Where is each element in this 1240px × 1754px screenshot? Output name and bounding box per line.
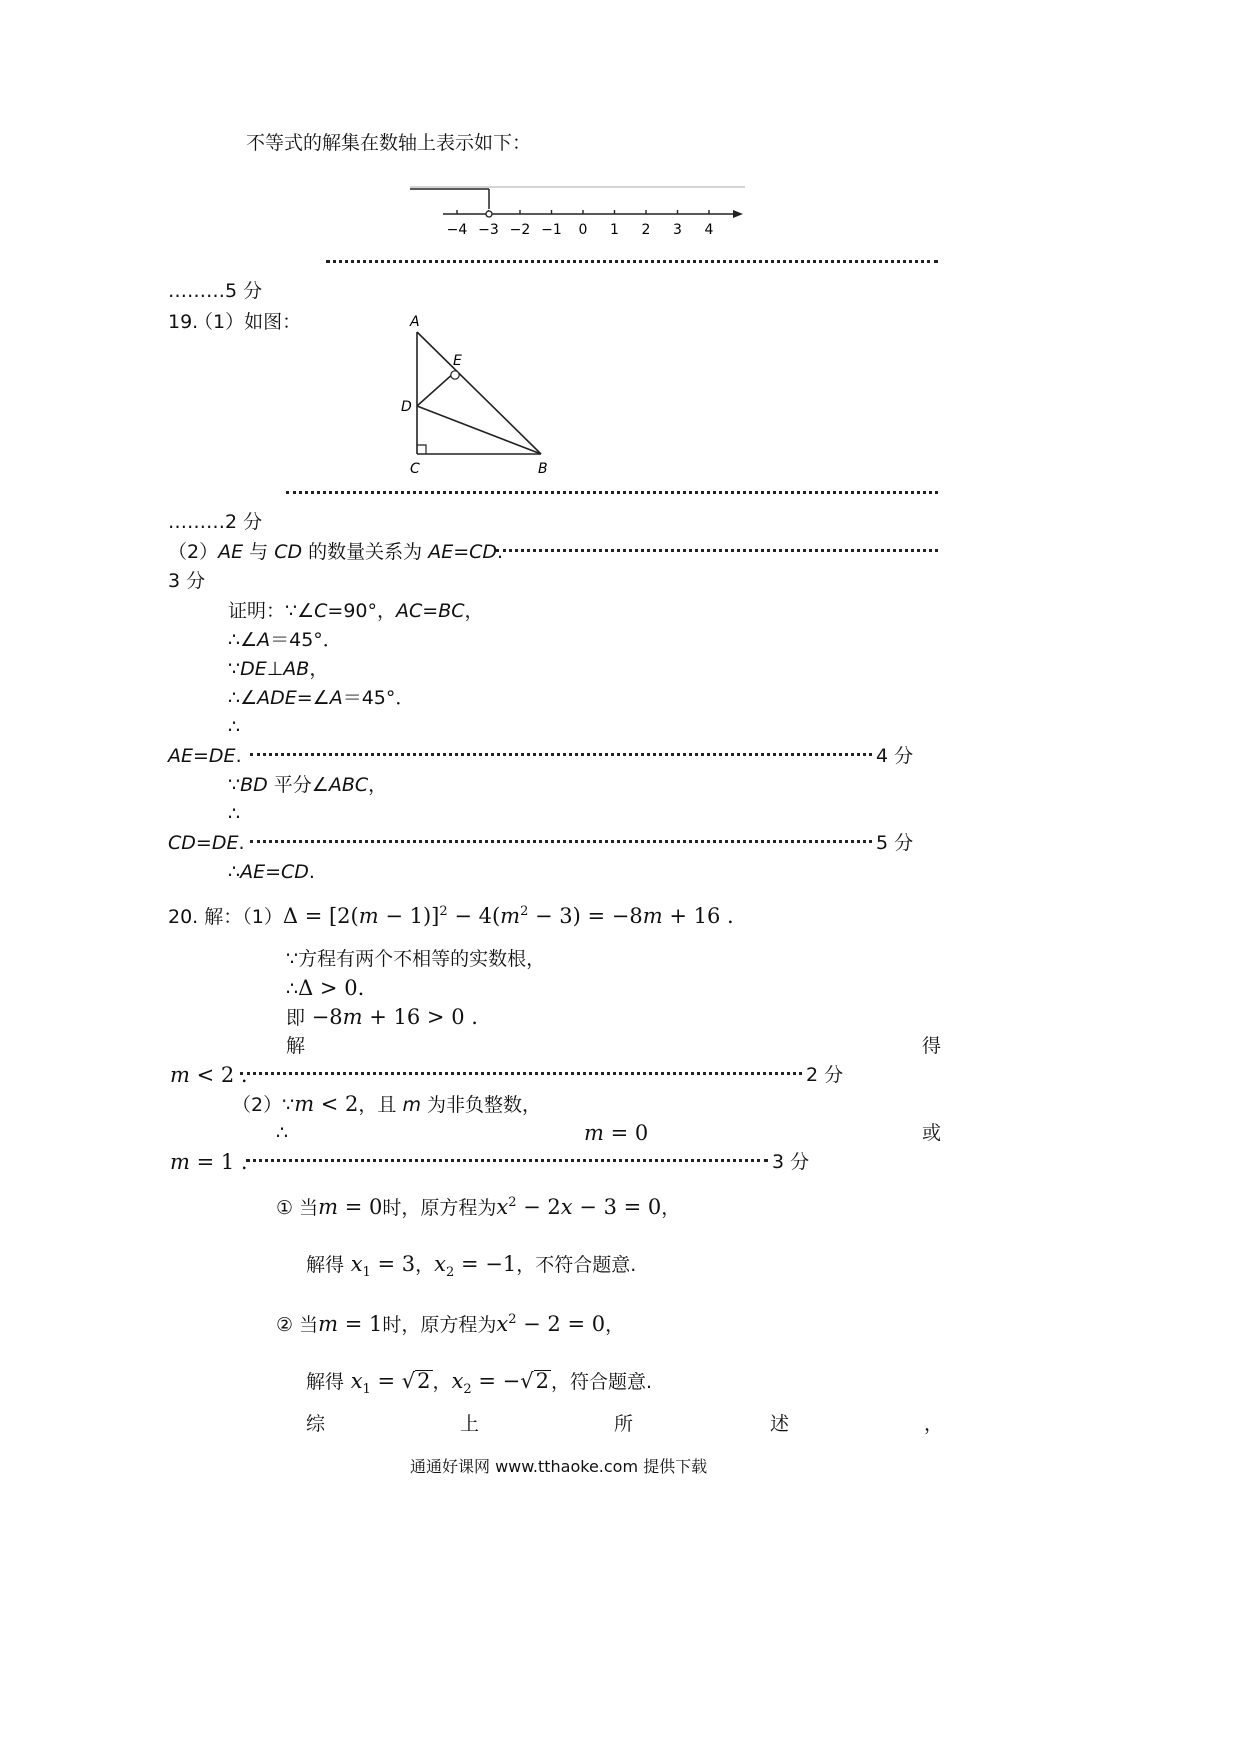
summary-char: 上 bbox=[460, 1413, 480, 1435]
q20-line-5: m < 2 . bbox=[170, 1063, 248, 1087]
summary-char: 述 bbox=[770, 1413, 790, 1435]
label-c: C bbox=[410, 461, 420, 477]
tick-label: −2 bbox=[509, 222, 531, 238]
proof-line-2: ∴∠A＝45°． bbox=[228, 629, 342, 651]
text-run: . bbox=[497, 541, 504, 563]
text-run: CD bbox=[274, 541, 303, 563]
case-1-solution: 解得 $x_1 = 3$，$x_2 = -1$，不符合题意. bbox=[306, 1252, 637, 1280]
tick-label: 2 bbox=[641, 222, 651, 238]
tick-label: 4 bbox=[704, 222, 714, 238]
proof-line-8: ∴AE=CD. bbox=[228, 861, 315, 883]
score-text: 4 分 bbox=[876, 745, 914, 767]
q20-part2-line-1: （2）∵m < 2，且 m 为非负整数， bbox=[232, 1092, 542, 1116]
dotted-leader bbox=[240, 1072, 802, 1075]
tick-label: 1 bbox=[610, 222, 619, 238]
text-run: AE bbox=[218, 541, 244, 563]
intro-text: 不等式的解集在数轴上表示如下： bbox=[246, 132, 532, 154]
question-19-part2: （2）AE 与 CD 的数量关系为 AE=CD. bbox=[168, 541, 504, 563]
score-text: 5 分 bbox=[876, 832, 914, 854]
q20-line-1: ∵方程有两个不相等的实数根， bbox=[286, 948, 546, 970]
score-text: 3 分 bbox=[168, 570, 206, 592]
tick-label: 3 bbox=[673, 222, 682, 238]
number-line-figure bbox=[405, 180, 750, 240]
label-a: A bbox=[410, 314, 420, 330]
proof-line-5: AE=DE. bbox=[168, 745, 242, 767]
summary-char: 综 bbox=[306, 1413, 326, 1435]
text-run: AE=CD bbox=[428, 541, 498, 563]
right-angle-circle-marker bbox=[451, 371, 459, 379]
dotted-leader bbox=[250, 753, 872, 756]
summary-char: 所 bbox=[614, 1413, 634, 1435]
score-text: ………5 分 bbox=[168, 280, 263, 302]
question-19-number: 19. bbox=[168, 311, 199, 333]
q20-line-4-right: 得 bbox=[922, 1035, 942, 1057]
case-2-solution: 解得 $x_1 = √2$ ，$x_2 = -√2$ ，符合题意. bbox=[306, 1369, 653, 1397]
proof-line-1: 证明：∵∠C=90°，AC=BC， bbox=[228, 600, 484, 622]
text-run: 的数量关系为 bbox=[302, 541, 429, 563]
proof-line-3: ∵DE⊥AB， bbox=[228, 658, 329, 680]
open-point-marker bbox=[486, 211, 492, 217]
proof-line-4: ∴∠ADE=∠A＝45°． bbox=[228, 687, 415, 709]
q20-or-text: 或 bbox=[922, 1122, 942, 1144]
score-text: ………2 分 bbox=[168, 511, 263, 533]
triangle-figure bbox=[395, 308, 565, 480]
tick-label: −1 bbox=[541, 222, 562, 238]
proof-line-7: CD=DE. bbox=[168, 832, 245, 854]
text-run: 与 bbox=[243, 541, 275, 563]
dotted-leader bbox=[496, 549, 938, 552]
question-20-head: 20. 解：$(1)\Delta = [2(m - 1)]^2 - 4(m^2 - 3) = -8m + 16$ . bbox=[168, 904, 734, 928]
dotted-leader bbox=[286, 491, 938, 494]
dotted-leader bbox=[250, 840, 872, 843]
summary-char: ， bbox=[924, 1413, 944, 1435]
tick-label: −3 bbox=[478, 222, 499, 238]
q20-line-4-left: 解 bbox=[286, 1035, 306, 1057]
dotted-leader bbox=[246, 1159, 768, 1162]
tick-label: −4 bbox=[446, 222, 468, 238]
case-2-line: ② 当m = 1时，原方程为$x^2 - 2 = 0$， bbox=[276, 1312, 625, 1336]
therefore-symbol: ∴ bbox=[228, 716, 241, 738]
score-text: 3 分 bbox=[772, 1151, 810, 1173]
question-19-part1: （1）如图： bbox=[194, 311, 302, 333]
proof-line-6: ∵BD 平分∠ABC， bbox=[228, 774, 388, 796]
therefore-symbol: ∴ bbox=[276, 1122, 289, 1144]
therefore-symbol: ∴ bbox=[228, 803, 241, 825]
label-b: B bbox=[538, 461, 548, 477]
label-e: E bbox=[453, 353, 462, 369]
dotted-leader bbox=[326, 260, 938, 263]
score-text: 2 分 bbox=[806, 1064, 844, 1086]
tick-label: 0 bbox=[578, 222, 588, 238]
q20-m-equals-0: m = 0 bbox=[584, 1121, 649, 1145]
label-d: D bbox=[401, 399, 412, 415]
q20-line-2: ∴Δ > 0. bbox=[286, 976, 365, 1000]
case-1-line: ① 当m = 0时，原方程为$x^2 - 2x - 3 = 0$， bbox=[276, 1195, 681, 1219]
footer-text: 通通好课网 www.tthaoke.com 提供下载 bbox=[410, 1457, 708, 1476]
q20-m-equals-1: m = 1 . bbox=[170, 1150, 248, 1174]
q20-line-3: 即 −8m + 16 > 0 . bbox=[286, 1005, 478, 1029]
